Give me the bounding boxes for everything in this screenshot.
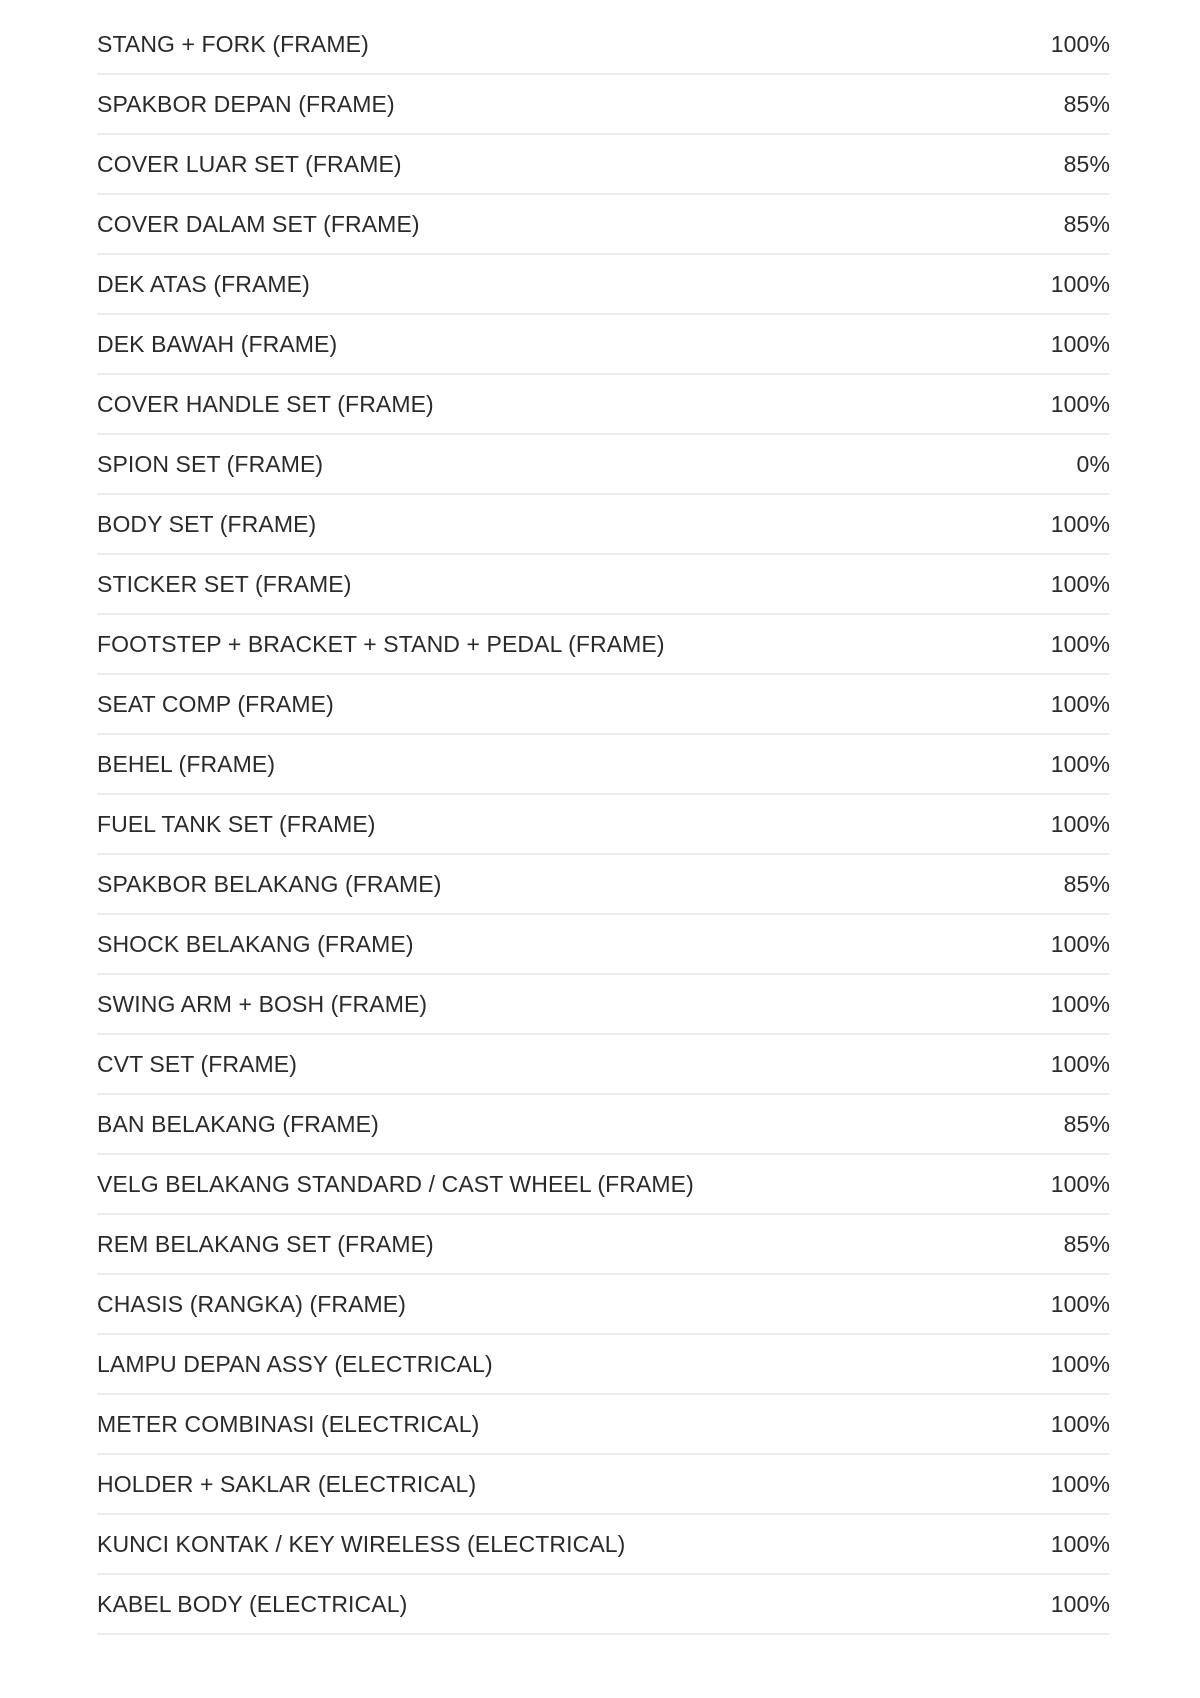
- item-percentage: 100%: [1050, 750, 1110, 777]
- inspection-list: [97, 15, 1110, 1635]
- item-label: SPAKBOR DEPAN (FRAME): [97, 90, 395, 117]
- list-item: [97, 1515, 1110, 1575]
- item-label: SPION SET (FRAME): [97, 450, 324, 477]
- list-item: [97, 1575, 1110, 1635]
- item-percentage: 100%: [1050, 270, 1110, 297]
- item-percentage: 100%: [1050, 1170, 1110, 1197]
- list-item: [97, 1095, 1110, 1155]
- item-percentage: 100%: [1050, 690, 1110, 717]
- item-percentage: 100%: [1050, 330, 1110, 357]
- item-percentage: 85%: [1063, 1230, 1110, 1257]
- item-label: DEK BAWAH (FRAME): [97, 330, 338, 357]
- item-label: STANG + FORK (FRAME): [97, 30, 369, 57]
- item-label: COVER DALAM SET (FRAME): [97, 210, 420, 237]
- item-percentage: 100%: [1050, 990, 1110, 1017]
- item-label: COVER HANDLE SET (FRAME): [97, 390, 434, 417]
- list-item: [97, 795, 1110, 855]
- list-item: [97, 975, 1110, 1035]
- list-item: [97, 855, 1110, 915]
- item-percentage: 85%: [1063, 870, 1110, 897]
- item-percentage: 100%: [1050, 570, 1110, 597]
- item-label: SPAKBOR BELAKANG (FRAME): [97, 870, 442, 897]
- item-label: CVT SET (FRAME): [97, 1050, 297, 1077]
- item-percentage: 100%: [1050, 390, 1110, 417]
- item-label: FUEL TANK SET (FRAME): [97, 810, 376, 837]
- item-label: CHASIS (RANGKA) (FRAME): [97, 1290, 406, 1317]
- item-percentage: 85%: [1063, 90, 1110, 117]
- item-percentage: 100%: [1050, 810, 1110, 837]
- item-label: STICKER SET (FRAME): [97, 570, 352, 597]
- list-item: [97, 615, 1110, 675]
- list-item: [97, 75, 1110, 135]
- list-item: [97, 1395, 1110, 1455]
- item-label: BAN BELAKANG (FRAME): [97, 1110, 379, 1137]
- list-item: [97, 915, 1110, 975]
- item-label: FOOTSTEP + BRACKET + STAND + PEDAL (FRAME): [97, 630, 665, 657]
- item-percentage: 85%: [1063, 1110, 1110, 1137]
- list-item: [97, 1275, 1110, 1335]
- item-percentage: 100%: [1050, 1470, 1110, 1497]
- item-label: BEHEL (FRAME): [97, 750, 276, 777]
- item-label: VELG BELAKANG STANDARD / CAST WHEEL (FRAME): [97, 1170, 694, 1197]
- item-label: KABEL BODY (ELECTRICAL): [97, 1590, 408, 1617]
- item-percentage: 0%: [1076, 450, 1110, 477]
- list-item: [97, 195, 1110, 255]
- list-item: [97, 735, 1110, 795]
- item-label: SEAT COMP (FRAME): [97, 690, 334, 717]
- item-percentage: 100%: [1050, 30, 1110, 57]
- item-percentage: 100%: [1050, 1350, 1110, 1377]
- item-label: BODY SET (FRAME): [97, 510, 317, 537]
- item-label: COVER LUAR SET (FRAME): [97, 150, 402, 177]
- list-item: [97, 1035, 1110, 1095]
- list-item: [97, 375, 1110, 435]
- item-percentage: 100%: [1050, 630, 1110, 657]
- item-label: HOLDER + SAKLAR (ELECTRICAL): [97, 1470, 477, 1497]
- item-label: DEK ATAS (FRAME): [97, 270, 310, 297]
- item-label: KUNCI KONTAK / KEY WIRELESS (ELECTRICAL): [97, 1530, 626, 1557]
- item-percentage: 100%: [1050, 930, 1110, 957]
- item-label: REM BELAKANG SET (FRAME): [97, 1230, 434, 1257]
- item-percentage: 100%: [1050, 1290, 1110, 1317]
- list-item: [97, 255, 1110, 315]
- item-label: SHOCK BELAKANG (FRAME): [97, 930, 414, 957]
- list-item: [97, 1335, 1110, 1395]
- item-label: SWING ARM + BOSH (FRAME): [97, 990, 428, 1017]
- list-item: [97, 1455, 1110, 1515]
- item-label: LAMPU DEPAN ASSY (ELECTRICAL): [97, 1350, 493, 1377]
- list-item: [97, 135, 1110, 195]
- item-percentage: 100%: [1050, 510, 1110, 537]
- list-item: [97, 675, 1110, 735]
- list-item: [97, 435, 1110, 495]
- list-item: [97, 495, 1110, 555]
- item-percentage: 100%: [1050, 1530, 1110, 1557]
- item-percentage: 85%: [1063, 210, 1110, 237]
- list-item: [97, 315, 1110, 375]
- list-item: [97, 1215, 1110, 1275]
- list-item: [97, 1155, 1110, 1215]
- item-percentage: 100%: [1050, 1410, 1110, 1437]
- item-percentage: 100%: [1050, 1050, 1110, 1077]
- item-label: METER COMBINASI (ELECTRICAL): [97, 1410, 480, 1437]
- item-percentage: 85%: [1063, 150, 1110, 177]
- list-item: [97, 555, 1110, 615]
- item-percentage: 100%: [1050, 1590, 1110, 1617]
- list-item: [97, 15, 1110, 75]
